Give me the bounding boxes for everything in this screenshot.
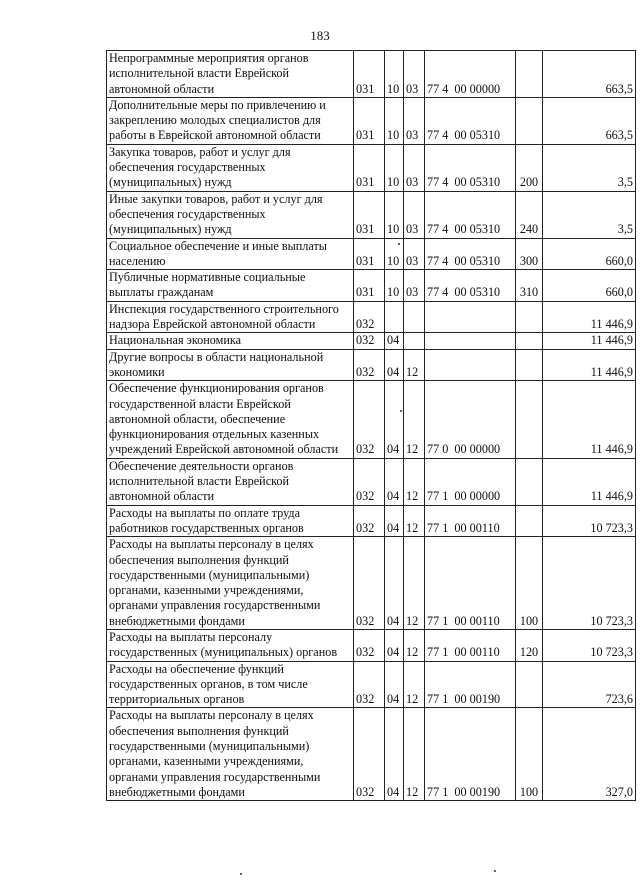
subsection-code-cell: 12: [404, 537, 425, 630]
section-code-cell: 04: [385, 629, 404, 661]
amount-cell: 11 446,9: [543, 458, 636, 505]
budget-table-body: [107, 51, 636, 801]
row-name-cell: Инспекция государственного строительного надзора Еврейской автономной области: [107, 301, 354, 333]
row-name-cell: Обеспечение функционирования органов государственной власти Еврейской автономной области, обеспечение функционирования отдельных казенных учреждений Еврейской автономной области: [107, 381, 354, 458]
subsection-code-cell: 12: [404, 708, 425, 801]
department-code-cell: 032: [354, 661, 385, 708]
subsection-code-cell: 12: [404, 349, 425, 381]
table-row: [107, 458, 636, 505]
row-name-cell: Иные закупки товаров, работ и услуг для обеспечения государственных (муниципальных) нужд: [107, 191, 354, 238]
target-item-code-cell: 77 1 00 00190: [425, 661, 516, 708]
target-item-code-cell: 77 4 00 05310: [425, 238, 516, 270]
subsection-code-cell: 12: [404, 381, 425, 458]
department-code-cell: 032: [354, 537, 385, 630]
section-code-cell: 10: [385, 270, 404, 302]
amount-cell: 660,0: [543, 238, 636, 270]
expense-type-code-cell: 300: [516, 238, 543, 270]
amount-cell: 10 723,3: [543, 629, 636, 661]
expense-type-code-cell: 310: [516, 270, 543, 302]
department-code-cell: 032: [354, 381, 385, 458]
target-item-code-cell: [425, 301, 516, 333]
table-row: [107, 505, 636, 537]
amount-cell: 663,5: [543, 97, 636, 144]
department-code-cell: 031: [354, 144, 385, 191]
budget-table: [106, 50, 636, 801]
section-code-cell: 10: [385, 51, 404, 98]
target-item-code-cell: 77 1 00 00000: [425, 458, 516, 505]
scan-speck: [494, 870, 496, 872]
expense-type-code-cell: [516, 301, 543, 333]
section-code-cell: 04: [385, 505, 404, 537]
row-name-cell: Закупка товаров, работ и услуг для обеспечения государственных (муниципальных) нужд: [107, 144, 354, 191]
target-item-code-cell: 77 4 00 05310: [425, 191, 516, 238]
row-name-cell: Расходы на выплаты по оплате труда работников государственных органов: [107, 505, 354, 537]
section-code-cell: 04: [385, 349, 404, 381]
table-row: [107, 270, 636, 302]
subsection-code-cell: 03: [404, 191, 425, 238]
expense-type-code-cell: 100: [516, 537, 543, 630]
department-code-cell: 031: [354, 270, 385, 302]
row-name-cell: Обеспечение деятельности органов исполнительной власти Еврейской автономной области: [107, 458, 354, 505]
target-item-code-cell: 77 1 00 00110: [425, 537, 516, 630]
expense-type-code-cell: [516, 333, 543, 349]
table-row: [107, 144, 636, 191]
page-number: 183: [310, 28, 330, 43]
expense-type-code-cell: [516, 97, 543, 144]
department-code-cell: 032: [354, 333, 385, 349]
scan-speck: [400, 410, 402, 412]
target-item-code-cell: 77 1 00 00110: [425, 629, 516, 661]
subsection-code-cell: 12: [404, 505, 425, 537]
table-row: [107, 629, 636, 661]
amount-cell: 663,5: [543, 51, 636, 98]
section-code-cell: 04: [385, 708, 404, 801]
row-name-cell: Другие вопросы в области национальной экономики: [107, 349, 354, 381]
target-item-code-cell: [425, 349, 516, 381]
target-item-code-cell: 77 1 00 00190: [425, 708, 516, 801]
section-code-cell: 10: [385, 191, 404, 238]
subsection-code-cell: 03: [404, 97, 425, 144]
target-item-code-cell: 77 4 00 05310: [425, 270, 516, 302]
section-code-cell: 04: [385, 661, 404, 708]
target-item-code-cell: [425, 333, 516, 349]
table-row: [107, 381, 636, 458]
expense-type-code-cell: 200: [516, 144, 543, 191]
amount-cell: 11 446,9: [543, 301, 636, 333]
row-name-cell: Расходы на выплаты персоналу в целях обеспечения выполнения функций государственными (муниципальными) органами, казенными учреждениями, органами управления государственными внебюджетными фондами: [107, 537, 354, 630]
amount-cell: 10 723,3: [543, 505, 636, 537]
amount-cell: 11 446,9: [543, 333, 636, 349]
expense-type-code-cell: [516, 51, 543, 98]
department-code-cell: 032: [354, 458, 385, 505]
expense-type-code-cell: 100: [516, 708, 543, 801]
amount-cell: 723,6: [543, 661, 636, 708]
expense-type-code-cell: 120: [516, 629, 543, 661]
target-item-code-cell: 77 4 00 00000: [425, 51, 516, 98]
amount-cell: 327,0: [543, 708, 636, 801]
table-row: [107, 537, 636, 630]
department-code-cell: 032: [354, 301, 385, 333]
expense-type-code-cell: [516, 349, 543, 381]
row-name-cell: Национальная экономика: [107, 333, 354, 349]
subsection-code-cell: 12: [404, 458, 425, 505]
row-name-cell: Расходы на выплаты персоналу государственных (муниципальных) органов: [107, 629, 354, 661]
table-row: [107, 708, 636, 801]
department-code-cell: 031: [354, 191, 385, 238]
scan-speck: [240, 873, 242, 875]
department-code-cell: 031: [354, 97, 385, 144]
subsection-code-cell: [404, 333, 425, 349]
section-code-cell: 10: [385, 97, 404, 144]
amount-cell: 3,5: [543, 144, 636, 191]
scan-speck: [398, 243, 400, 245]
subsection-code-cell: 03: [404, 270, 425, 302]
target-item-code-cell: 77 4 00 05310: [425, 144, 516, 191]
section-code-cell: 04: [385, 333, 404, 349]
subsection-code-cell: 12: [404, 661, 425, 708]
subsection-code-cell: 03: [404, 238, 425, 270]
table-row: [107, 51, 636, 98]
subsection-code-cell: 03: [404, 51, 425, 98]
subsection-code-cell: [404, 301, 425, 333]
row-name-cell: Непрограммные мероприятия органов исполнительной власти Еврейской автономной области: [107, 51, 354, 98]
section-code-cell: [385, 301, 404, 333]
table-row: [107, 333, 636, 349]
expense-type-code-cell: [516, 381, 543, 458]
row-name-cell: Дополнительные меры по привлечению и закреплению молодых специалистов для работы в Еврейской автономной области: [107, 97, 354, 144]
table-row: [107, 191, 636, 238]
expense-type-code-cell: [516, 505, 543, 537]
department-code-cell: 032: [354, 349, 385, 381]
table-row: [107, 661, 636, 708]
row-name-cell: Публичные нормативные социальные выплаты гражданам: [107, 270, 354, 302]
row-name-cell: Социальное обеспечение и иные выплаты населению: [107, 238, 354, 270]
target-item-code-cell: 77 0 00 00000: [425, 381, 516, 458]
amount-cell: 11 446,9: [543, 349, 636, 381]
department-code-cell: 032: [354, 505, 385, 537]
section-code-cell: 04: [385, 381, 404, 458]
department-code-cell: 031: [354, 51, 385, 98]
table-row: [107, 301, 636, 333]
expense-type-code-cell: [516, 458, 543, 505]
section-code-cell: 04: [385, 537, 404, 630]
section-code-cell: 04: [385, 458, 404, 505]
section-code-cell: 10: [385, 238, 404, 270]
table-row: [107, 349, 636, 381]
amount-cell: 10 723,3: [543, 537, 636, 630]
amount-cell: 660,0: [543, 270, 636, 302]
target-item-code-cell: 77 1 00 00110: [425, 505, 516, 537]
expense-type-code-cell: 240: [516, 191, 543, 238]
amount-cell: 3,5: [543, 191, 636, 238]
department-code-cell: 032: [354, 708, 385, 801]
subsection-code-cell: 12: [404, 629, 425, 661]
table-row: [107, 238, 636, 270]
target-item-code-cell: 77 4 00 05310: [425, 97, 516, 144]
section-code-cell: 10: [385, 144, 404, 191]
expense-type-code-cell: [516, 661, 543, 708]
department-code-cell: 031: [354, 238, 385, 270]
amount-cell: 11 446,9: [543, 381, 636, 458]
department-code-cell: 032: [354, 629, 385, 661]
table-row: [107, 97, 636, 144]
subsection-code-cell: 03: [404, 144, 425, 191]
row-name-cell: Расходы на выплаты персоналу в целях обеспечения выполнения функций государственными (муниципальными) органами, казенными учреждениями, органами управления государственными внебюджетными фондами: [107, 708, 354, 801]
row-name-cell: Расходы на обеспечение функций государственных органов, в том числе территориальных органов: [107, 661, 354, 708]
